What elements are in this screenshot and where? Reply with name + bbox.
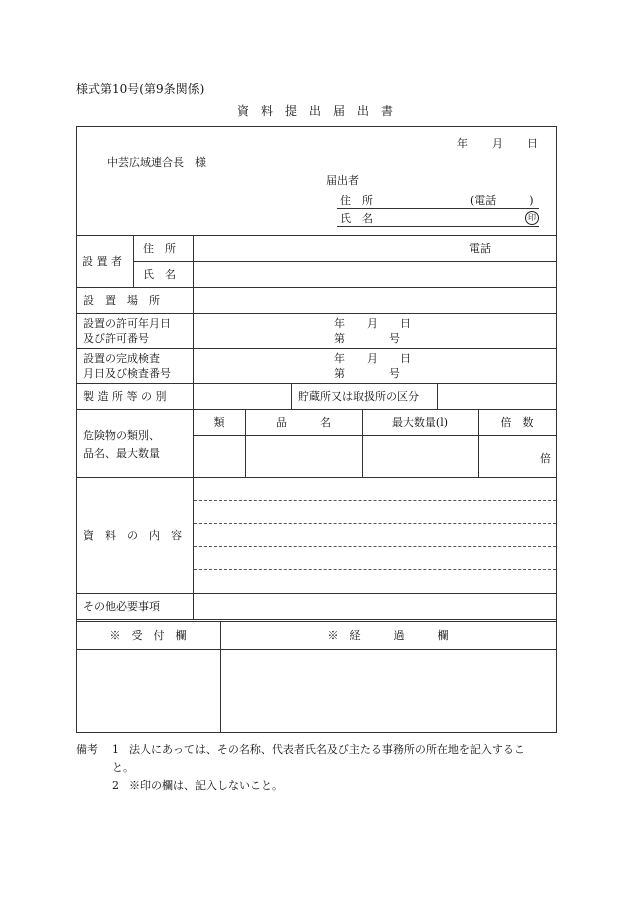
seal-mark: 印 <box>525 211 539 225</box>
form-number: 様式第10号(第9条関係) <box>76 82 205 96</box>
contents-label: 資 料 の 内 容 <box>83 529 182 542</box>
permit-number-text: 第 号 <box>334 332 400 345</box>
completion-number-text: 第 号 <box>334 367 400 380</box>
col-item-header: 品 名 <box>276 416 331 429</box>
notifier-label: 届出者 <box>326 174 359 187</box>
notifier-address-label: 住 所 <box>340 194 373 207</box>
col-max-header: 最大数量(l) <box>391 416 449 429</box>
completion-label-line1: 設置の完成検査 <box>83 352 160 365</box>
installer-phone-label: 電話 <box>469 242 491 255</box>
note2-text: ※印の欄は、記入しないこと。 <box>129 779 283 792</box>
permit-label-line2: 及び許可番号 <box>83 332 149 345</box>
hazard-label-line1: 危険物の類別、 <box>83 429 160 442</box>
progress-header: ※ 経 過 欄 <box>327 629 449 642</box>
col-class-header: 類 <box>213 416 225 429</box>
note1-text-line1: 法人にあっては、その名称、代表者氏名及び主たる事務所の所在地を記入するこ <box>129 743 525 756</box>
addressee: 中芸広域連合長 様 <box>107 156 206 169</box>
location-label: 設 置 場 所 <box>83 294 160 307</box>
col-ratio-header: 倍 数 <box>500 416 534 429</box>
note1-text-line2: と。 <box>112 761 134 774</box>
form-title: 資 料 提 出 届 出 書 <box>236 104 393 118</box>
date-month-label: 月 <box>492 137 503 150</box>
installer-label: 設 置 者 <box>82 255 122 268</box>
notifier-phone-label: (電話 ) <box>470 194 534 207</box>
completion-label-line2: 月日及び検査番号 <box>83 367 171 380</box>
permit-date-text: 年 月 日 <box>334 317 411 330</box>
installer-address-label: 住 所 <box>143 242 176 255</box>
facility-type-label: 製 造 所 等 の 別 <box>83 390 167 403</box>
permit-label-line1: 設置の許可年月日 <box>83 317 171 330</box>
note2-number: 2 <box>112 779 119 792</box>
ratio-unit: 倍 <box>540 452 551 465</box>
reception-header: ※ 受 付 欄 <box>109 629 187 642</box>
hazard-label-line2: 品名、最大数量 <box>83 447 160 460</box>
other-label: その他必要事項 <box>83 600 160 613</box>
completion-date-text: 年 月 日 <box>334 352 411 365</box>
note1-number: 1 <box>112 743 119 756</box>
notifier-name-label: 氏 名 <box>340 212 373 225</box>
installer-name-label: 氏 名 <box>143 268 176 281</box>
storage-division-label: 貯蔵所又は取扱所の区分 <box>298 390 419 403</box>
notes-label: 備考 <box>76 743 98 756</box>
date-day-label: 日 <box>527 137 538 150</box>
date-year-label: 年 <box>457 137 468 150</box>
